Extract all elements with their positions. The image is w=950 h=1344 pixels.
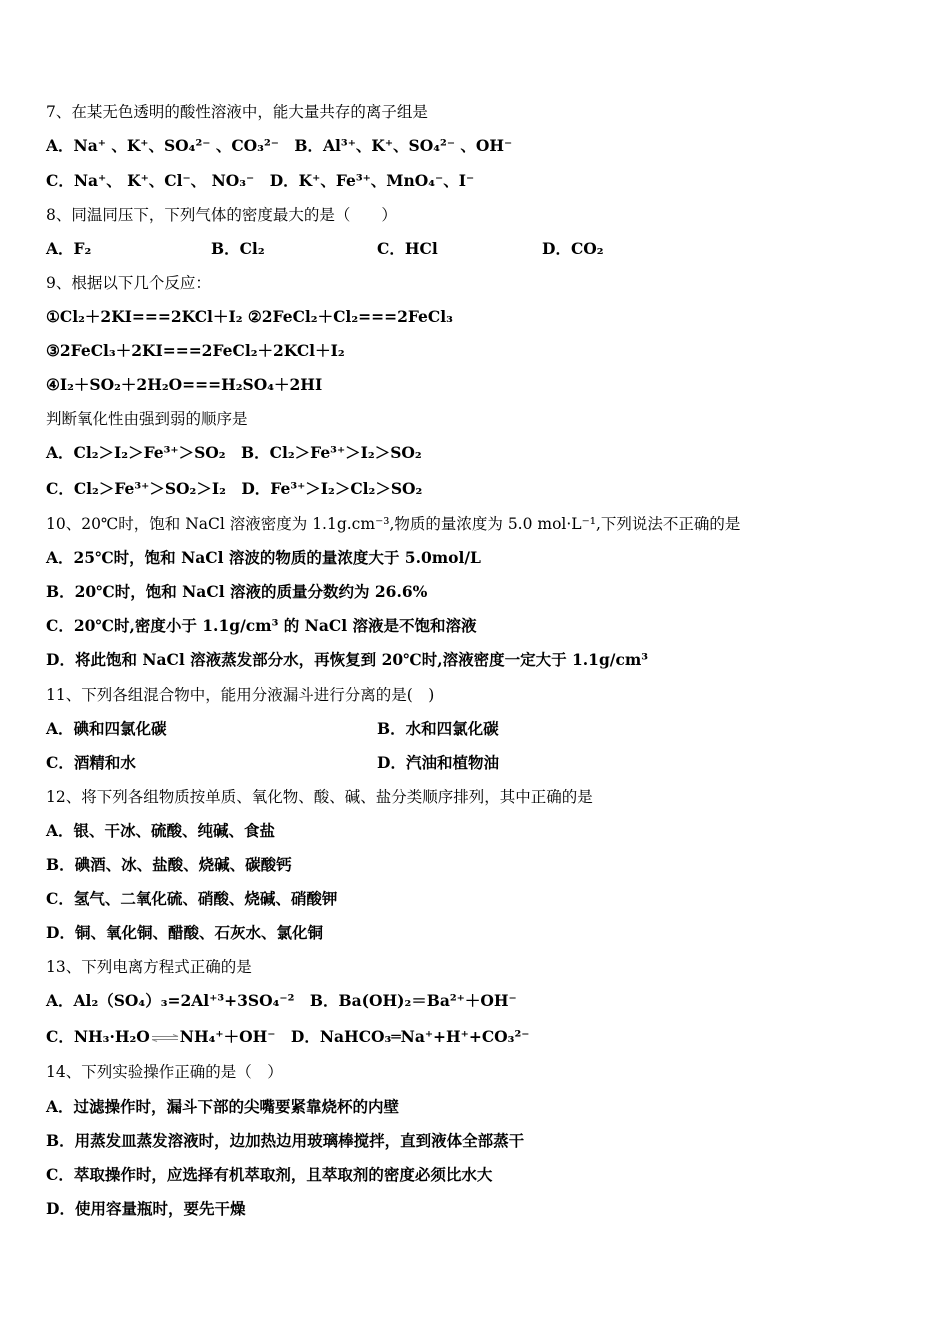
- q7-options-ab: A．Na⁺ 、K⁺、SO₄²⁻ 、CO₃²⁻ B．Al³⁺、K⁺、SO₄²⁻ 、OH⁻: [46, 136, 513, 155]
- q9-judge: 判断氧化性由强到弱的顺序是: [46, 410, 248, 428]
- q9-stem: 9、根据以下几个反应：: [46, 274, 211, 292]
- q14-stem: 14、下列实验操作正确的是（ ）: [46, 1063, 283, 1081]
- q10-option-d: D．将此饱和 NaCl 溶液蒸发部分水，再恢复到 20℃时,溶液密度一定大于 1.1g/cm³: [46, 650, 649, 669]
- q14-option-b: B．用蒸发皿蒸发溶液时，边加热边用玻璃棒搅拌，直到液体全部蒸干: [46, 1131, 525, 1150]
- q13-option-c-right-d: NH₄⁺＋OH⁻ D．NaHCO₃═Na⁺+H⁺+CO₃²⁻: [179, 1027, 530, 1046]
- q12-option-a: A．银、干冰、硫酸、纯碱、食盐: [46, 821, 276, 840]
- q12-option-b: B．碘酒、冰、盐酸、烧碱、碳酸钙: [46, 855, 292, 874]
- q9-reactions-1-2: ①Cl₂＋2KI===2KCl＋I₂ ②2FeCl₂＋Cl₂===2FeCl₃: [46, 307, 453, 326]
- q11-stem: 11、下列各组混合物中，能用分液漏斗进行分离的是( ): [46, 686, 435, 704]
- q11-option-b: B．水和四氯化碳: [377, 719, 499, 738]
- q8-option-c: C．HCl: [377, 239, 438, 258]
- q7-stem: 7、在某无色透明的酸性溶液中，能大量共存的离子组是: [46, 103, 428, 121]
- q10-stem: 10、20℃时，饱和 NaCl 溶液密度为 1.1g.cm⁻³,物质的量浓度为 5.0 mol·L⁻¹,下列说法不正确的是: [46, 515, 741, 533]
- q13-stem: 13、下列电离方程式正确的是: [46, 958, 252, 976]
- q9-options-cd: C．Cl₂＞Fe³⁺＞SO₂＞I₂ D．Fe³⁺＞I₂＞Cl₂＞SO₂: [46, 479, 423, 498]
- q14-option-c: C．萃取操作时，应选择有机萃取剂，且萃取剂的密度必须比水大: [46, 1165, 493, 1184]
- q13-options-cd: [46, 1027, 529, 1047]
- q13-options-ab: A．Al₂（SO₄）₃=2Al⁺³+3SO₄⁻² B．Ba(OH)₂＝Ba²⁺＋OH⁻: [46, 991, 517, 1010]
- q12-option-c: C．氢气、二氧化硫、硝酸、烧碱、硝酸钾: [46, 889, 338, 908]
- q7-options-cd: C．Na⁺、 K⁺、Cl⁻、 NO₃⁻ D．K⁺、Fe³⁺、MnO₄⁻、I⁻: [46, 171, 475, 190]
- q14-option-d: D．使用容量瓶时，要先干燥: [46, 1199, 246, 1218]
- q10-option-c: C．20℃时,密度小于 1.1g/cm³ 的 NaCl 溶液是不饱和溶液: [46, 616, 477, 635]
- q12-option-d: D．铜、氧化铜、醋酸、石灰水、氯化铜: [46, 923, 323, 942]
- q9-options-ab: A．Cl₂＞I₂＞Fe³⁺＞SO₂ B．Cl₂＞Fe³⁺＞I₂＞SO₂: [46, 443, 422, 462]
- q14-option-a: A．过滤操作时，漏斗下部的尖嘴要紧靠烧杯的内壁: [46, 1097, 400, 1116]
- q11-option-a: A．碘和四氯化碳: [46, 719, 167, 738]
- q11-option-d: D．汽油和植物油: [377, 753, 499, 772]
- reversible-arrow-icon: [151, 1034, 179, 1042]
- q12-stem: 12、将下列各组物质按单质、氧化物、酸、碱、盐分类顺序排列，其中正确的是: [46, 788, 593, 806]
- q10-option-b: B．20℃时，饱和 NaCl 溶液的质量分数约为 26.6%: [46, 582, 428, 601]
- q8-option-b: B．Cl₂: [211, 239, 265, 258]
- q8-option-d: D．CO₂: [542, 239, 604, 258]
- q11-option-c: C．酒精和水: [46, 753, 136, 772]
- q13-option-c-left: C．NH₃·H₂O: [46, 1027, 150, 1046]
- q10-option-a: A．25℃时，饱和 NaCl 溶波的物质的量浓度大于 5.0mol/L: [46, 548, 481, 567]
- q8-stem: 8、同温同压下，下列气体的密度最大的是（ ）: [46, 206, 397, 224]
- q8-option-a: A．F₂: [46, 239, 92, 258]
- q9-reaction-4: ④I₂＋SO₂＋2H₂O===H₂SO₄＋2HI: [46, 375, 323, 394]
- q9-reaction-3: ③2FeCl₃＋2KI===2FeCl₂＋2KCl＋I₂: [46, 341, 345, 360]
